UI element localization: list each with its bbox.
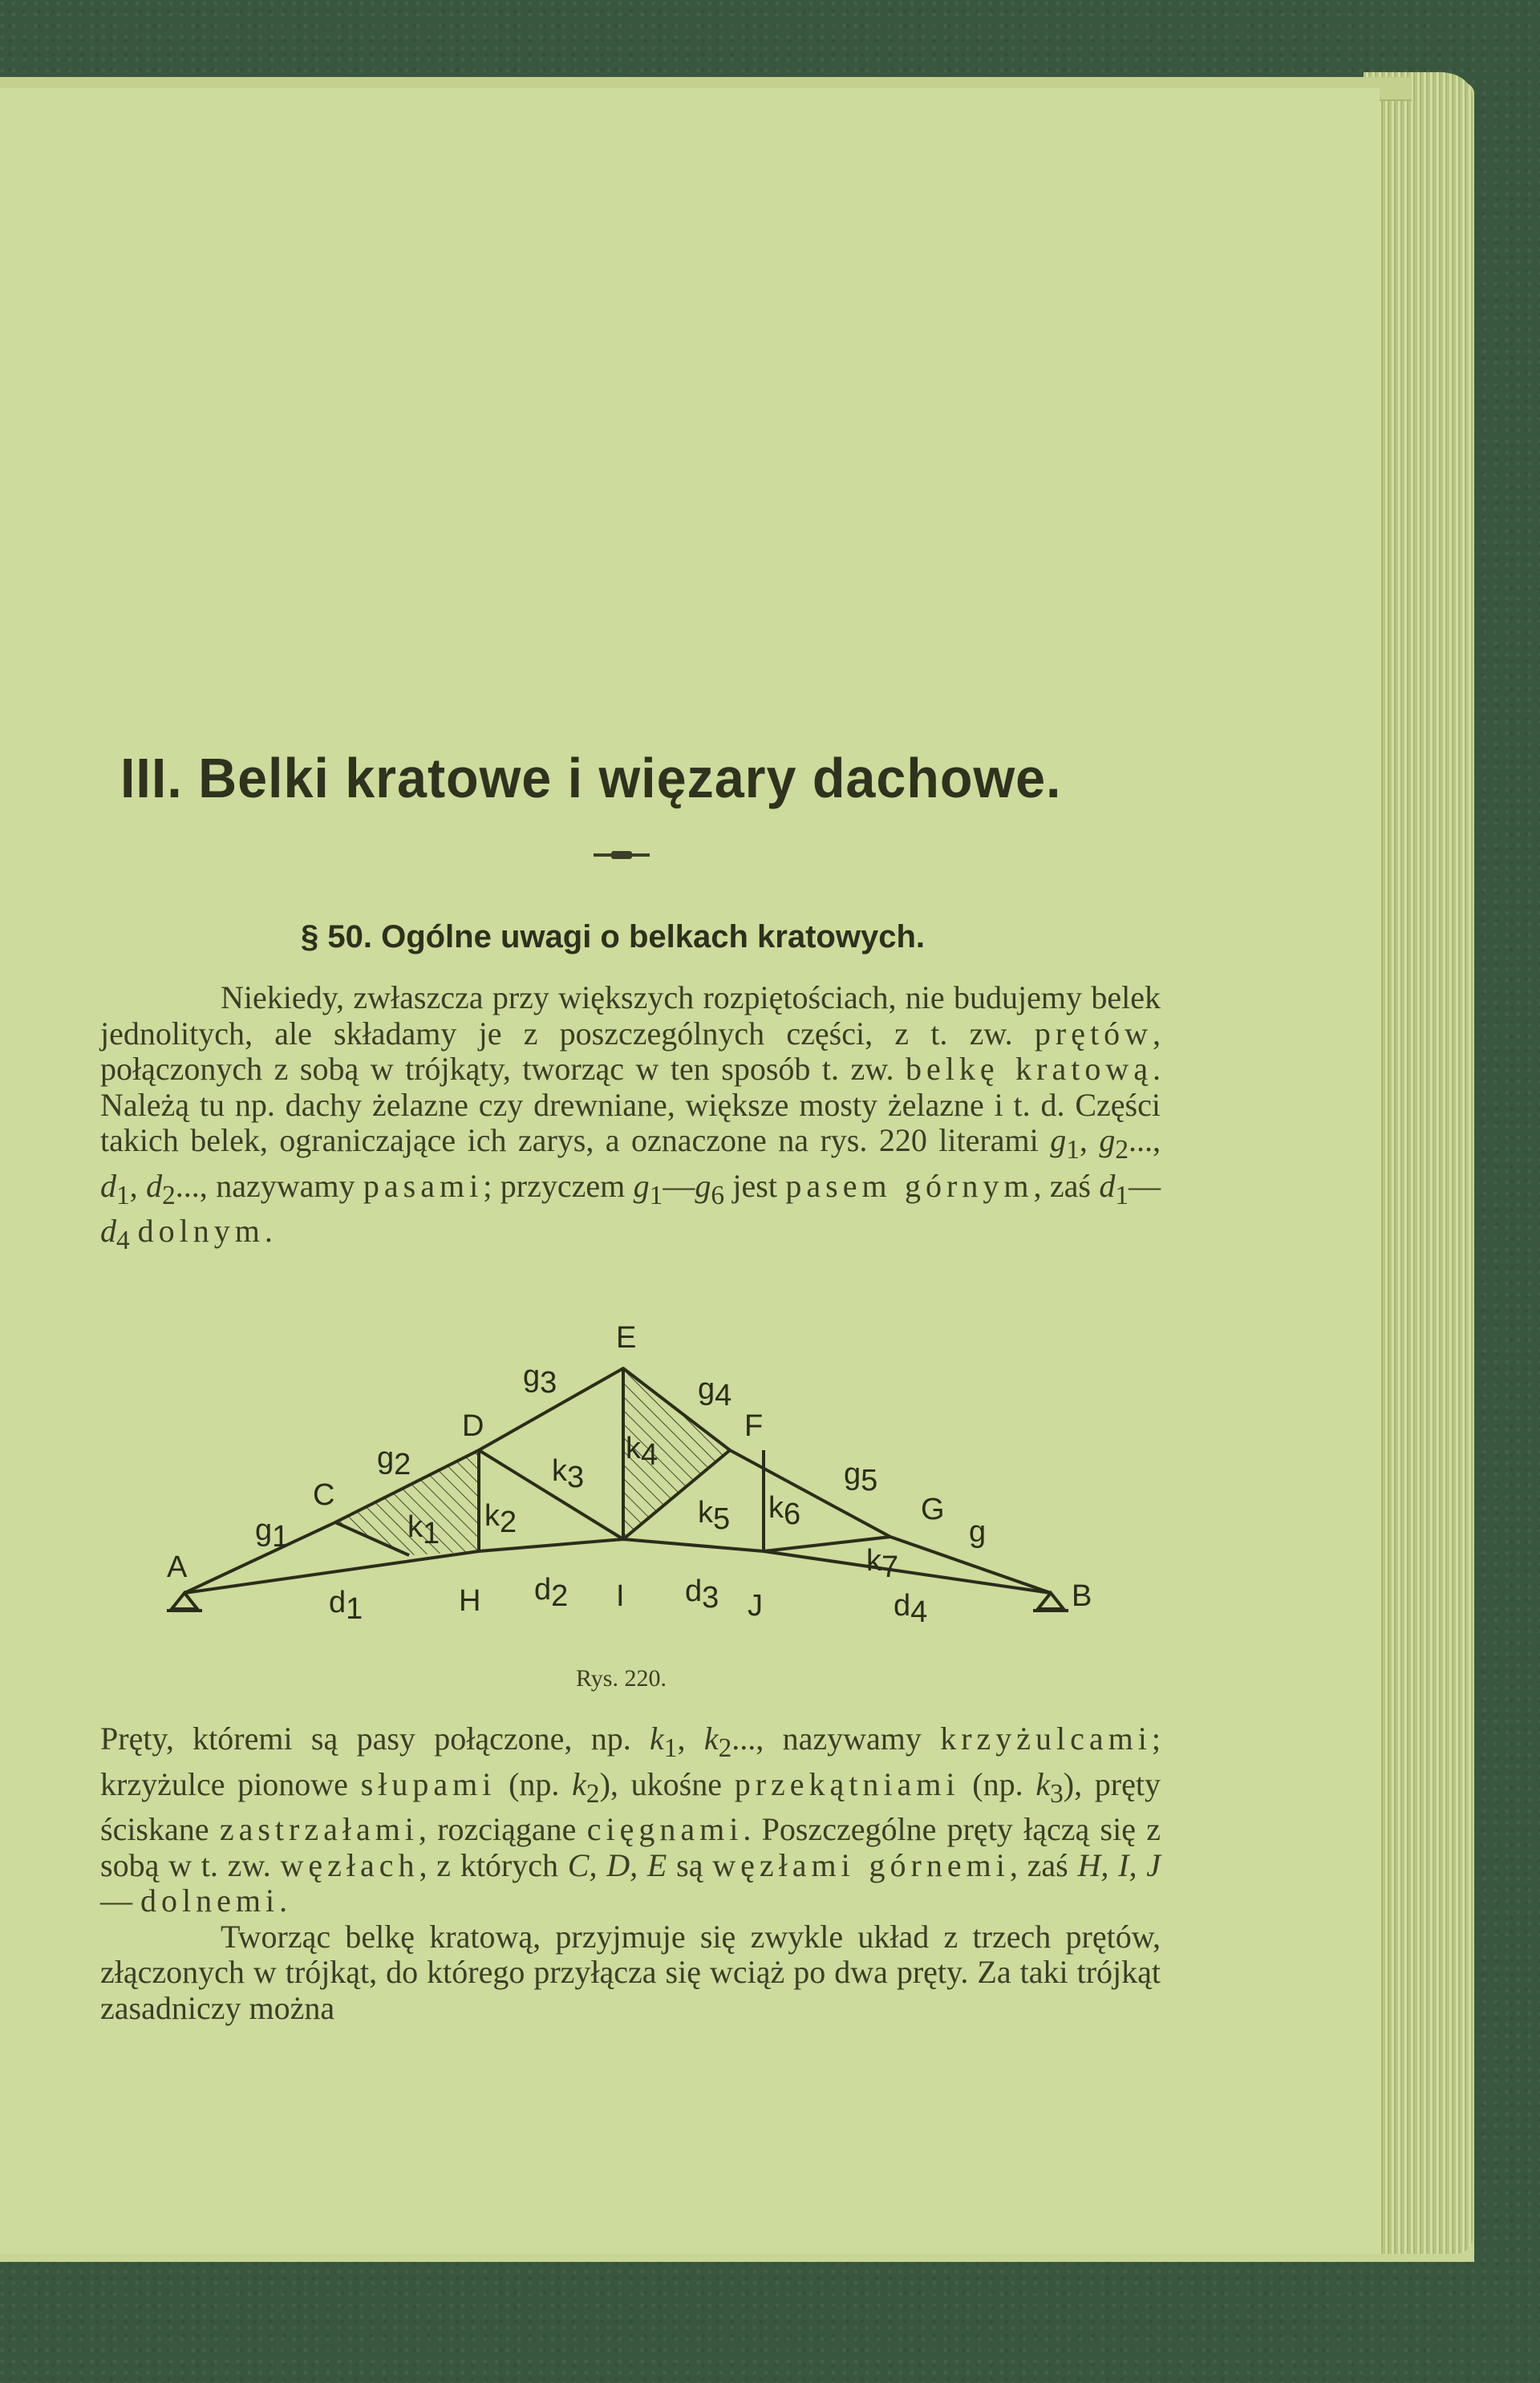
label-g1: g1 [255, 1514, 290, 1554]
p1-s1: Niekiedy, zwłaszcza przy większych rozpiętościach, nie budujemy belek jednolitych, ale składamy je z poszczególnych części, z t. zw. [100, 979, 1161, 1052]
p2-s21: , rozciągane [418, 1811, 587, 1847]
p1-s19: ; przyczem [483, 1167, 634, 1204]
p1-s15: d [146, 1167, 163, 1204]
p1-s23: g [695, 1167, 711, 1204]
label-k1: k1 [407, 1510, 440, 1550]
support-left-icon [172, 1593, 197, 1609]
term-slupami: słupami [360, 1765, 496, 1802]
label-g3: g3 [523, 1360, 557, 1400]
p2-s4: , [677, 1720, 704, 1757]
support-right-icon [1038, 1593, 1064, 1609]
term-przekatniami: przekątniami [734, 1765, 960, 1802]
chapter-title: III. Belki kratowe i więzary dachowe. [120, 747, 1062, 809]
p1-s31: d [100, 1213, 116, 1249]
p1-s17: ..., nazywamy [175, 1167, 363, 1204]
p1-s12: d [100, 1167, 116, 1204]
p2-s13: 2 [586, 1778, 600, 1809]
term-ciegnami: cięgnami [586, 1811, 744, 1847]
label-d4: d4 [894, 1589, 928, 1629]
label-g2: g2 [377, 1441, 411, 1481]
p2-s25: , z których [419, 1846, 568, 1883]
p2-s3: 1 [663, 1733, 678, 1763]
term-wezlach: węzłach [280, 1846, 419, 1883]
p2-s9: ; krzyżulce pionowe [100, 1720, 1161, 1802]
term-krzyzulcami: krzyżulcami [940, 1720, 1152, 1757]
p2-s2: k [650, 1720, 664, 1757]
paragraph-1-text [100, 980, 1161, 1259]
p1-s3: , połączonych z sobą w trójkąty, tworząc w ten sposób t. zw. [100, 1015, 1161, 1087]
paragraph-2-3 [100, 1721, 1161, 2026]
p2-s6: 2 [718, 1733, 732, 1763]
p2-s33: . [279, 1882, 288, 1919]
p2-s14: ), ukośne [599, 1765, 735, 1802]
title-ornament-rule [594, 853, 650, 857]
p2-s31: — [100, 1882, 140, 1919]
p1-s16: 2 [162, 1180, 176, 1210]
p1-s11: ..., [1129, 1122, 1161, 1158]
p1-s30: — [1129, 1167, 1161, 1204]
label-d2: d2 [534, 1573, 569, 1613]
term-prety: prętów [1034, 1015, 1153, 1052]
paragraph-3-text: Tworząc belkę kratową, przyjmuje się zwykle układ z trzech prętów, złączonych w trójkąt, do którego przyłącza się wciąż po dwa pręty. Za taki trójkąt zasadniczy można [100, 1918, 1161, 2026]
p1-s8: , [1079, 1122, 1100, 1158]
p1-s21: 1 [649, 1180, 663, 1210]
label-A: A [167, 1550, 188, 1584]
figure-caption: Rys. 220. [576, 1665, 667, 1692]
label-k7: k7 [866, 1544, 899, 1584]
term-pas-gorny: pasem górnym [785, 1167, 1034, 1204]
p1-s27: , zaś [1033, 1167, 1100, 1204]
p1-s5: . Należą tu np. dachy żelazne czy drewniane, większe mosty żelazne i t. d. Części takich belek, ograniczające ich zarys, a oznaczone na rys. 220 literami [100, 1051, 1161, 1158]
paragraph-2-text [100, 1721, 1161, 1919]
label-I: I [616, 1579, 625, 1613]
p2-s17: k [1035, 1765, 1051, 1802]
p2-s26: C, D, E [567, 1846, 667, 1883]
p1-s29: 1 [1115, 1180, 1129, 1210]
label-F: F [744, 1409, 764, 1443]
p1-s25: jest [723, 1167, 786, 1204]
label-E: E [616, 1321, 637, 1355]
truss-diagram [160, 1315, 1123, 1652]
page-edges [1364, 72, 1473, 2254]
p1-s32: 4 [116, 1226, 130, 1255]
label-G: G [921, 1493, 945, 1526]
label-k4: k4 [626, 1432, 659, 1472]
p2-s18: 3 [1050, 1778, 1064, 1809]
p1-s28: d [1099, 1167, 1116, 1204]
label-g4: g4 [698, 1372, 732, 1412]
p2-s16: (np. [959, 1765, 1036, 1802]
label-k3: k3 [552, 1454, 585, 1494]
p2-s12: k [572, 1765, 586, 1802]
p2-s19: ), pręty ściskane [100, 1765, 1161, 1847]
p1-s24: 6 [711, 1180, 724, 1210]
label-d1: d1 [329, 1586, 363, 1626]
p1-s9: g [1099, 1122, 1116, 1158]
p2-s11: (np. [496, 1765, 573, 1802]
p2-s1: Pręty, któremi są pasy połączone, np. [100, 1720, 650, 1757]
p1-s6: g [1050, 1122, 1067, 1158]
paragraph-1 [100, 980, 1161, 1259]
label-g6: g [969, 1515, 987, 1549]
term-belka-kratowa: belkę kratową [906, 1051, 1153, 1087]
term-dolnemi: dolnemi [140, 1882, 280, 1919]
p2-s30: H, I, J [1077, 1846, 1161, 1883]
p2-s27: są [667, 1846, 713, 1883]
p1-s13: 1 [116, 1180, 130, 1210]
term-wezly-gorne: węzłami górnemi [712, 1846, 1010, 1883]
label-d3: d3 [685, 1574, 719, 1615]
label-k5: k5 [698, 1496, 731, 1536]
p1-s20: g [633, 1167, 650, 1204]
section-heading: § 50. Ogólne uwagi o belkach kratowych. [301, 919, 926, 954]
term-dolnym: dolnym [137, 1213, 265, 1249]
p2-s5: k [703, 1720, 719, 1757]
p1-s33 [130, 1213, 138, 1249]
label-D: D [462, 1409, 484, 1443]
label-J: J [748, 1589, 763, 1623]
p1-s22: — [663, 1167, 695, 1204]
p2-s23: . Poszczególne pręty łączą się z sobą w t. zw. [100, 1811, 1161, 1883]
p1-s10: 2 [1115, 1135, 1129, 1165]
label-k6: k6 [768, 1491, 801, 1531]
p1-s14: , [129, 1167, 147, 1204]
term-zastrzalami: zastrzałami [219, 1811, 419, 1847]
p2-s29: , zaś [1009, 1846, 1078, 1883]
term-pasami: pasami [363, 1167, 484, 1204]
label-B: B [1072, 1579, 1092, 1613]
p2-s7: ..., nazywamy [732, 1720, 941, 1757]
p1-s35: . [264, 1213, 273, 1249]
p1-s7: 1 [1066, 1135, 1080, 1165]
label-C: C [313, 1478, 335, 1512]
label-k2: k2 [484, 1499, 517, 1539]
label-g5: g5 [844, 1457, 878, 1497]
label-H: H [459, 1584, 481, 1618]
